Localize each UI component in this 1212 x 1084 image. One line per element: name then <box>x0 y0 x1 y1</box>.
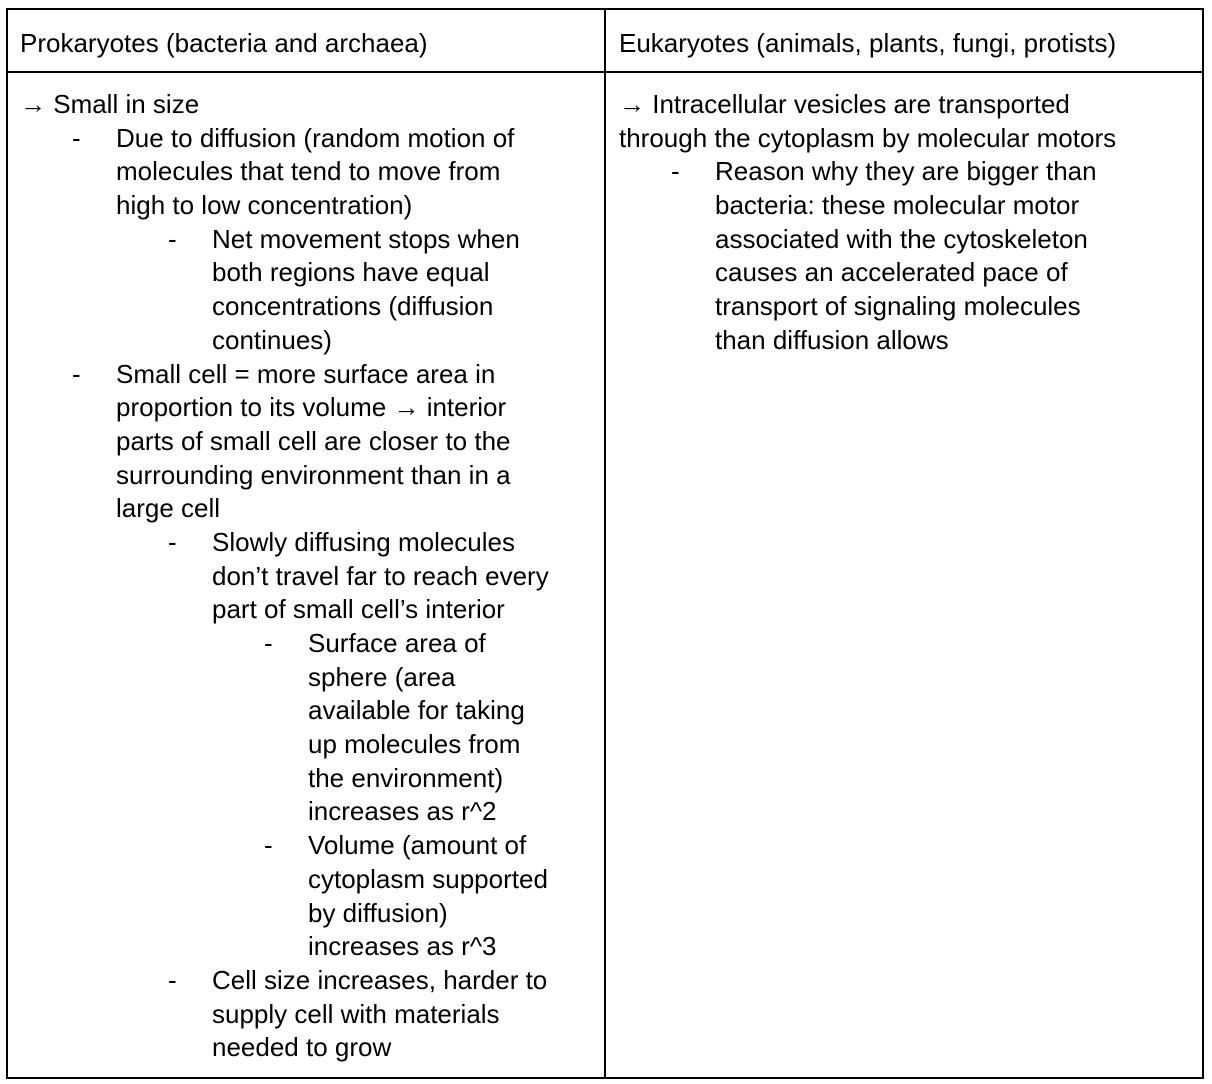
sub-bullet-text: don’t travel far to reach every <box>212 560 549 591</box>
sub-bullet-line <box>20 1031 600 1065</box>
bullet-line <box>619 324 1199 358</box>
bullet-text: molecules that tend to move from <box>116 156 501 187</box>
subsub-bullet-text: cytoplasm supported <box>308 863 548 894</box>
bullet-line <box>20 155 600 189</box>
bullet-line <box>619 290 1199 324</box>
sub-bullet-line <box>20 560 600 594</box>
subsub-bullet-text: available for taking <box>308 695 525 726</box>
subsub-bullet-line <box>20 661 600 695</box>
sub-bullet-net-movement <box>20 223 600 358</box>
subsub-bullet-line <box>20 829 600 863</box>
sub-bullet-text: Slowly diffusing molecules <box>212 526 515 557</box>
sub-bullet-dash: - <box>168 223 177 254</box>
sub-bullet-text: Cell size increases, harder to <box>212 964 548 995</box>
bullet-text: Small cell = more surface area in <box>116 358 496 389</box>
bullet-text: parts of small cell are closer to the <box>116 425 511 456</box>
subsub-bullet-line <box>20 930 600 964</box>
bullet-line <box>619 223 1199 257</box>
bullet-text: Due to diffusion (random motion of <box>116 122 515 153</box>
subsub-bullet-line <box>20 762 600 796</box>
subsub-bullet-text: the environment) <box>308 762 504 793</box>
bullet-line <box>20 189 600 223</box>
sub-bullet-line <box>20 324 600 358</box>
heading-text: through the cytoplasm by molecular motors <box>619 122 1117 153</box>
bullet-line <box>20 425 600 459</box>
prokaryotes-heading <box>20 88 600 122</box>
header-prokaryotes: Prokaryotes (bacteria and archaea) <box>20 28 428 58</box>
bullet-diffusion <box>20 122 600 358</box>
subsub-bullet-line <box>20 795 600 829</box>
subsub-bullet-line <box>20 863 600 897</box>
subsub-bullet-text: sphere (area <box>308 661 456 692</box>
bullet-line <box>20 492 600 526</box>
sub-bullet-cell-size <box>20 964 600 1065</box>
bullet-text: associated with the cytoskeleton <box>715 223 1088 254</box>
heading-text: → Small in size <box>20 89 200 119</box>
subsub-bullet-text: up molecules from <box>308 729 521 760</box>
bullet-small-cell <box>20 358 600 1065</box>
subsub-bullet-line <box>20 694 600 728</box>
prokaryotes-cell <box>20 88 600 1065</box>
bullet-line <box>619 256 1199 290</box>
bullet-dash: - <box>72 122 81 153</box>
subsub-bullet-line <box>20 627 600 661</box>
sub-bullet-line <box>20 290 600 324</box>
sub-bullet-text: needed to grow <box>212 1032 392 1063</box>
bullet-line <box>619 155 1199 189</box>
subsub-bullet-surface-area <box>20 627 600 829</box>
bullet-text: transport of signaling molecules <box>715 291 1081 322</box>
bullet-dash: - <box>72 358 81 389</box>
bullet-text: than diffusion allows <box>715 324 949 355</box>
subsub-bullet-text: by diffusion) <box>308 897 448 928</box>
sub-bullet-line <box>20 593 600 627</box>
bullet-molecular-motors <box>619 155 1199 357</box>
bullet-text: surrounding environment than in a <box>116 459 511 490</box>
sub-bullet-line <box>20 998 600 1032</box>
heading-text: → Intracellular vesicles are transported <box>619 89 1070 119</box>
bullet-text: large cell <box>116 493 221 524</box>
subsub-bullet-text: increases as r^2 <box>308 796 497 827</box>
sub-bullet-line <box>20 964 600 998</box>
bullet-text: causes an accelerated pace of <box>715 257 1068 288</box>
bullet-text: high to low concentration) <box>116 190 413 221</box>
subsub-bullet-text: increases as r^3 <box>308 931 497 962</box>
subsub-bullet-text: Surface area of <box>308 628 486 658</box>
bullet-text: bacteria: these molecular motor <box>715 190 1080 221</box>
sub-bullet-text: Net movement stops when <box>212 223 520 254</box>
column-divider <box>604 10 606 1077</box>
sub-bullet-text: supply cell with materials <box>212 998 500 1029</box>
subsub-bullet-line <box>20 728 600 762</box>
sub-bullet-line <box>20 526 600 560</box>
bullet-line <box>20 358 600 392</box>
bullet-line <box>20 391 600 425</box>
comparison-table <box>6 8 1204 1079</box>
sub-bullet-text: both regions have equal <box>212 257 490 288</box>
bullet-dash: - <box>671 156 680 187</box>
sub-bullet-dash: - <box>168 526 177 557</box>
sub-bullet-text: concentrations (diffusion <box>212 291 494 322</box>
sub-bullet-line <box>20 256 600 290</box>
bullet-line <box>20 459 600 493</box>
sub-bullet-text: part of small cell’s interior <box>212 594 505 625</box>
sub-bullet-dash: - <box>168 964 177 995</box>
header-eukaryotes: Eukaryotes (animals, plants, fungi, protists) <box>619 28 1117 58</box>
bullet-text: proportion to its volume → interior <box>116 392 507 423</box>
subsub-bullet-dash: - <box>264 628 273 658</box>
sub-bullet-text: continues) <box>212 324 332 355</box>
subsub-bullet-volume <box>20 829 600 964</box>
bullet-line <box>619 189 1199 223</box>
subsub-bullet-dash: - <box>264 830 273 861</box>
subsub-bullet-text: Volume (amount of <box>308 830 527 861</box>
bullet-line <box>20 122 600 156</box>
bullet-text: Reason why they are bigger than <box>715 156 1097 187</box>
eukaryotes-heading-line <box>619 122 1199 156</box>
subsub-bullet-line <box>20 897 600 931</box>
eukaryotes-cell <box>619 88 1199 358</box>
sub-bullet-line <box>20 223 600 257</box>
eukaryotes-heading-line <box>619 88 1199 122</box>
sub-bullet-slow-diffusion <box>20 526 600 964</box>
